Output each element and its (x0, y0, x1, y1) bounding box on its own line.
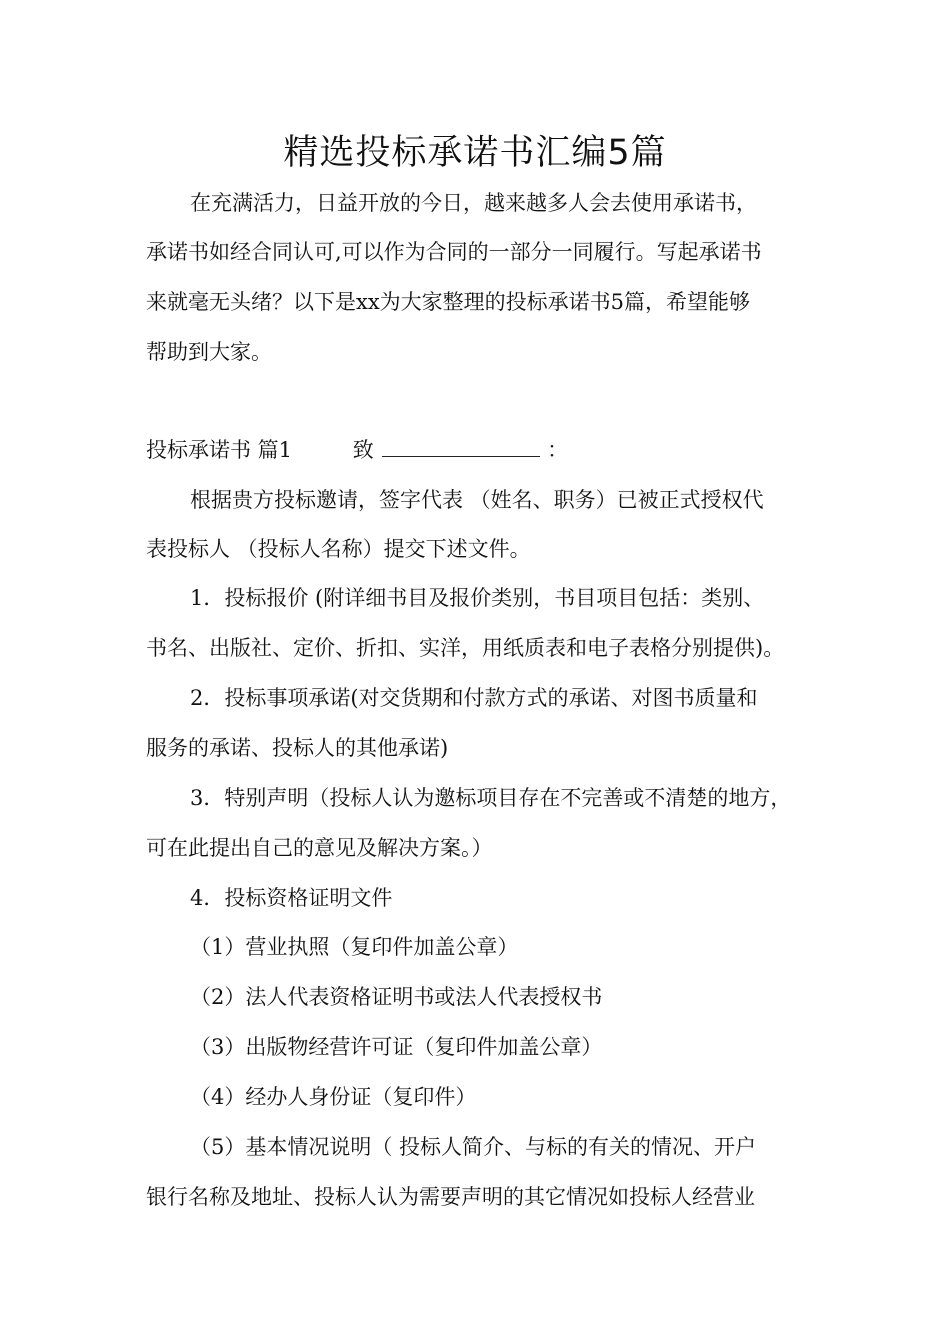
body-line-9: 4．投标资格证明文件 (190, 886, 393, 910)
body-line-8: 可在此提出自己的意见及解决方案。） (146, 836, 493, 860)
body-line-11: （2）法人代表资格证明书或法人代表授权书 (190, 985, 603, 1009)
body-line-13: （4）经办人身份证（复印件） (190, 1085, 477, 1109)
body-line-4: 书名、出版社、定价、折扣、实洋，用纸质表和电子表格分别提供)。 (146, 636, 785, 660)
body-line-15: 银行名称及地址、投标人认为需要声明的其它情况如投标人经营业 (146, 1185, 755, 1209)
body-line-3: 1．投标报价 (附详细书目及报价类别，书目项目包括：类别、 (190, 586, 765, 610)
section-heading-row (146, 435, 568, 465)
section-heading: 投标承诺书 篇1 (146, 438, 293, 462)
body-line-5: 2．投标事项承诺(对交货期和付款方式的承诺、对图书质量和 (190, 686, 758, 710)
body-line-7: 3．特别声明（投标人认为邀标项目存在不完善或不清楚的地方， (190, 786, 792, 810)
intro-line-1: 在充满活力，日益开放的今日，越来越多人会去使用承诺书， (190, 191, 757, 215)
document-title: 精选投标承诺书汇编5篇 (283, 133, 667, 173)
body-line-14: （5）基本情况说明（ 投标人简介、与标的有关的情况、开户 (190, 1135, 757, 1159)
body-line-6: 服务的承诺、投标人的其他承诺) (146, 736, 449, 760)
addressee-blank-line (382, 436, 540, 457)
body-line-1: 根据贵方投标邀请，签字代表 （姓名、职务）已被正式授权代 (190, 488, 764, 512)
body-line-10: （1）营业执照（复印件加盖公章） (190, 935, 519, 959)
intro-line-2: 承诺书如经合同认可,可以作为合同的一部分一同履行。写起承诺书 (146, 240, 762, 264)
intro-line-4: 帮助到大家。 (146, 340, 272, 364)
addressee-colon: ： (547, 438, 569, 462)
addressee-label: 致 (352, 438, 374, 462)
body-line-2: 表投标人 （投标人名称）提交下述文件。 (146, 537, 531, 561)
intro-line-3: 来就毫无头绪？以下是xx为大家整理的投标承诺书5篇，希望能够 (146, 290, 751, 314)
body-line-12: （3）出版物经营许可证（复印件加盖公章） (190, 1035, 603, 1059)
